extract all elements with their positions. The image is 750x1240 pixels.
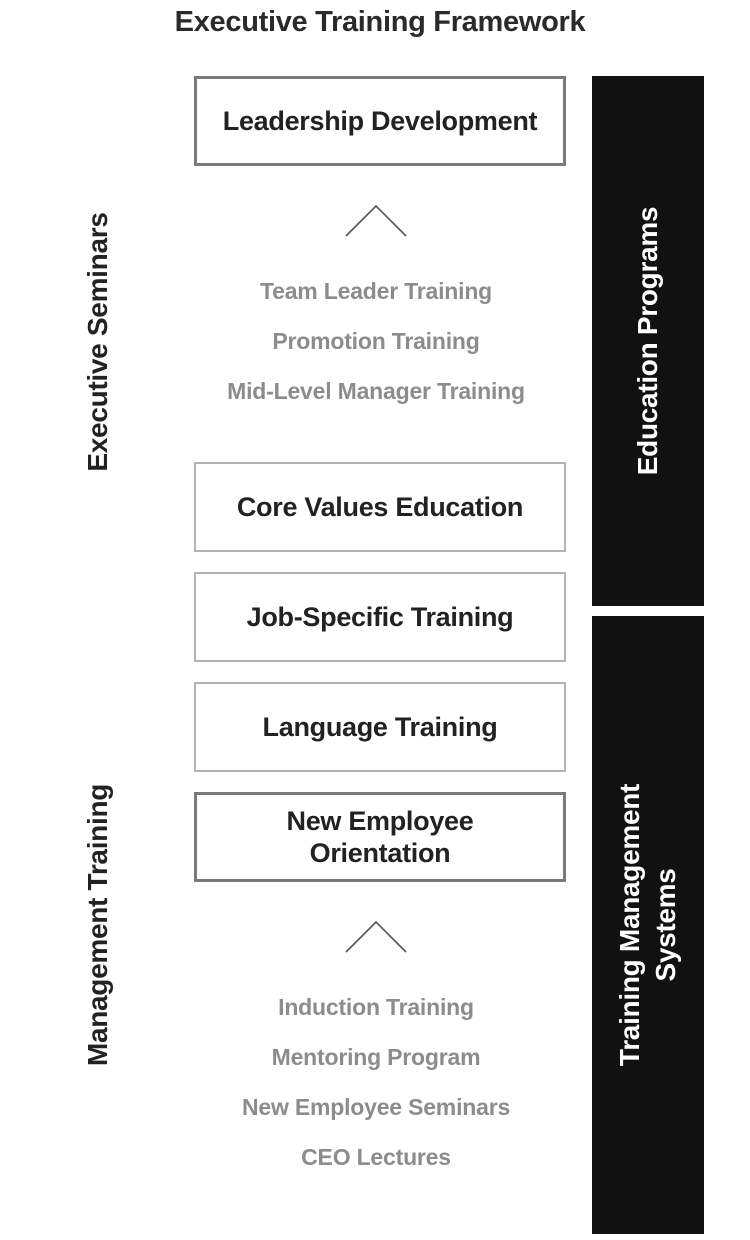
box-language-training: Language Training <box>194 682 566 772</box>
list-item-team-leader: Team Leader Training <box>259 278 493 304</box>
box-new-employee-orientation <box>194 792 566 882</box>
bar-label-education-programs <box>630 207 666 475</box>
box-leadership-development: Leadership Development <box>194 76 566 166</box>
side-label-management-training: Management Training <box>82 783 113 1067</box>
bar-label-line: Systems <box>650 868 681 982</box>
list-item-new-employee-seminars: New Employee Seminars <box>241 1094 511 1120</box>
side-label-executive-seminars: Executive Seminars <box>82 212 113 472</box>
list-item-ceo-lectures: CEO Lectures <box>301 1144 451 1170</box>
list-item-mentoring: Mentoring Program <box>271 1044 481 1070</box>
box-new-employee-line1: New Employee <box>286 806 474 836</box>
bar-label-line: Training Management <box>614 783 645 1067</box>
bar-label-line: Education Programs <box>632 206 663 476</box>
chevron-up-icon <box>344 919 410 955</box>
chevron-up-icon <box>344 203 410 239</box>
bar-label-training-management-systems <box>612 784 684 1066</box>
list-item-promotion: Promotion Training <box>272 328 480 354</box>
box-job-specific-training: Job-Specific Training <box>194 572 566 662</box>
list-item-induction: Induction Training <box>278 994 474 1020</box>
box-core-values-education: Core Values Education <box>194 462 566 552</box>
page-title: Executive Training Framework <box>174 6 586 38</box>
list-item-mid-level-manager: Mid-Level Manager Training <box>227 378 525 404</box>
box-new-employee-line2: Orientation <box>309 838 451 868</box>
